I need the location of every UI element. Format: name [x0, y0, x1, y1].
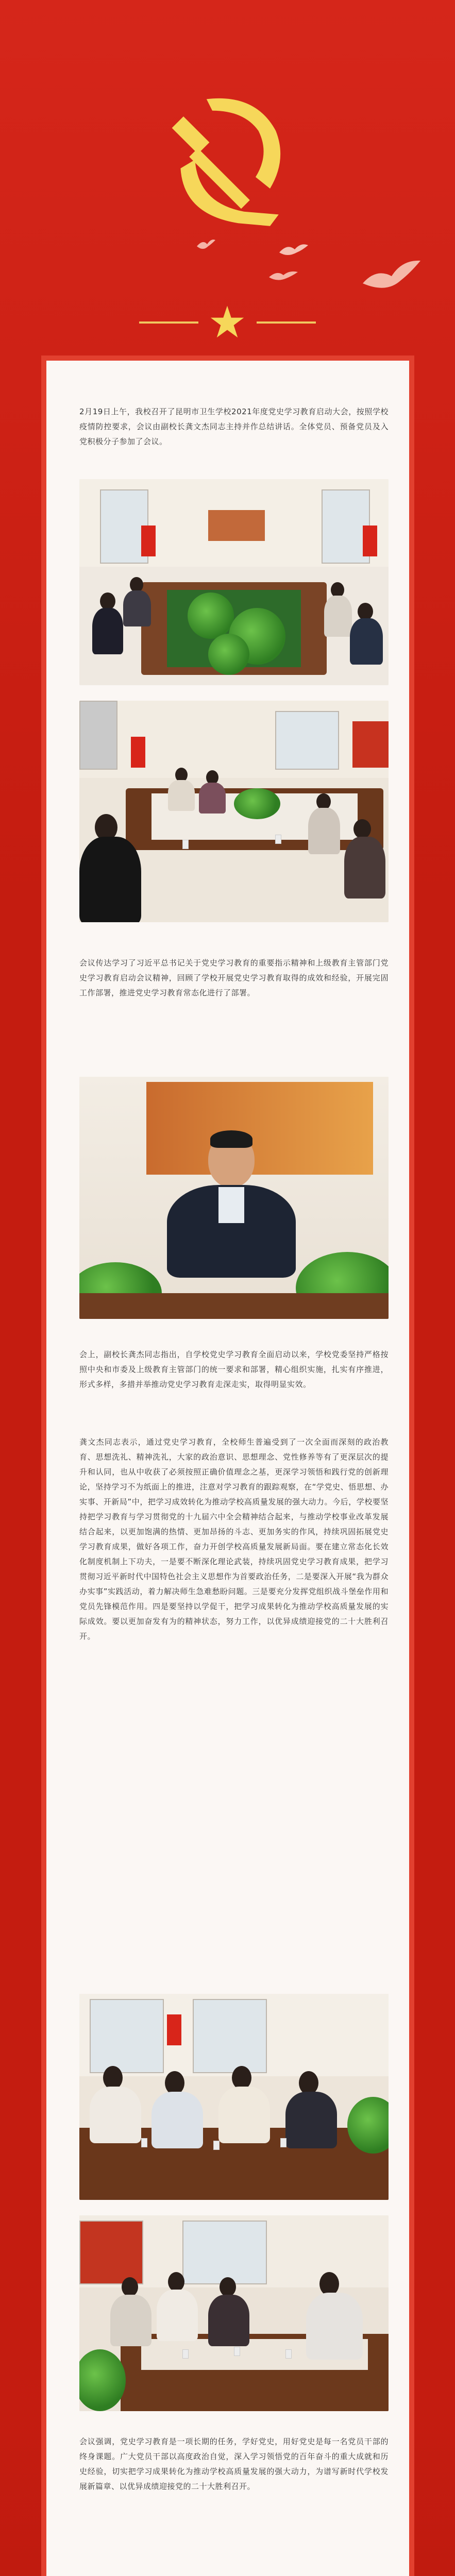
content-inner	[46, 361, 409, 2576]
paragraph-2: 会议传达学习了习近平总书记关于党史学习教育的重要指示精神和上级教育主管部门党史学习教育启动会议精神，回顾了学校开展党史学习教育取得的成效和经验，开展完固工作部署，推进党史学习教育常态化进行了部署。	[79, 958, 389, 997]
header-banner	[0, 0, 455, 350]
dove-icon	[278, 242, 309, 258]
photo-discussion	[79, 2215, 389, 2411]
content-panel	[41, 355, 414, 2576]
paragraph-3: 会上，副校长龚杰同志指出，自学校党史学习教育全面启动以来，学校党委坚持严格按照中央和市委及上级教育主管部门的统一要求和部署，精心组织实施，扎实有序推进，形式多样，多措并举推动党史学习教育走深走实，取得明显实效。	[79, 1350, 389, 1389]
party-emblem-icon	[155, 88, 299, 232]
photo-participants	[79, 1994, 389, 2200]
paragraph-4: 龚文杰同志表示，通过党史学习教育，全校师生普遍受到了一次全面而深刻的政治教育、思想洗礼、精神洗礼，大家的政治意识、思想理念、党性修养等有了更深层次的提升和认同，也从中收获了必须按照正确价值理念之基，更深学习领悟和践行党的创新理论，坚持学习不为纸面上的推进，注意对学习教育的跟踪观察，在“学党史、悟思想、办实事、开新局”中，把学习成效转化为推动学校高质量发展的强大动力。今后，学校要坚持把学习教育与学习贯彻党的十九届六中全会精神结合起来，与推动学校事业改革发展结合起来，以更加饱满的热情、更加昂扬的斗志、更加务实的作风，持续巩固拓展党史学习教育成果，做好各项工作，奋力开创学校高质量发展新局面。要在建立常态化长效化制度机制上下功夫，一是要不断深化理论武装，持续巩固党史学习教育成果，把学习贯彻习近平新时代中国特色社会主义思想作为首要政治任务，二是要深入开展“我为群众办实事”实践活动，着力解决师生急难愁盼问题。三是要充分发挥党组织战斗堡垒作用和党员先锋模范作用。四是要坚持以学促干，把学习成果转化为推动学校高质量发展的实际成效。要以更加奋发有为的精神状态，努力工作，以优异成绩迎接党的二十大胜利召开。	[79, 1437, 389, 1641]
paragraph-5: 会议强调，党史学习教育是一项长期的任务，学好党史，用好党史是每一名党员干部的终身课题。广大党员干部以高度政治自觉，深入学习领悟党的百年奋斗的重大成就和历史经验，切实把学习成果转化为推动学校高质量发展的强大动力，为谱写新时代学校发展新篇章、以优异成绩迎接党的二十大胜利召开。	[79, 2437, 389, 2491]
paragraph-1: 2月19日上午，我校召开了昆明市卫生学校2021年度党史学习教育启动大会，按照学校疫情防控要求，会议由副校长龚文杰同志主持并作总结讲话。全体党员、预备党员及入党积极分子参加了会议。	[79, 407, 389, 446]
dove-icon	[196, 237, 216, 252]
divider	[139, 321, 198, 324]
photo-speaker	[79, 1077, 389, 1319]
divider	[257, 321, 316, 324]
photo-meeting-room	[79, 479, 389, 685]
star-icon	[209, 304, 245, 340]
dove-icon	[361, 258, 423, 294]
dove-icon	[268, 268, 299, 283]
photo-conference-table	[79, 701, 389, 922]
